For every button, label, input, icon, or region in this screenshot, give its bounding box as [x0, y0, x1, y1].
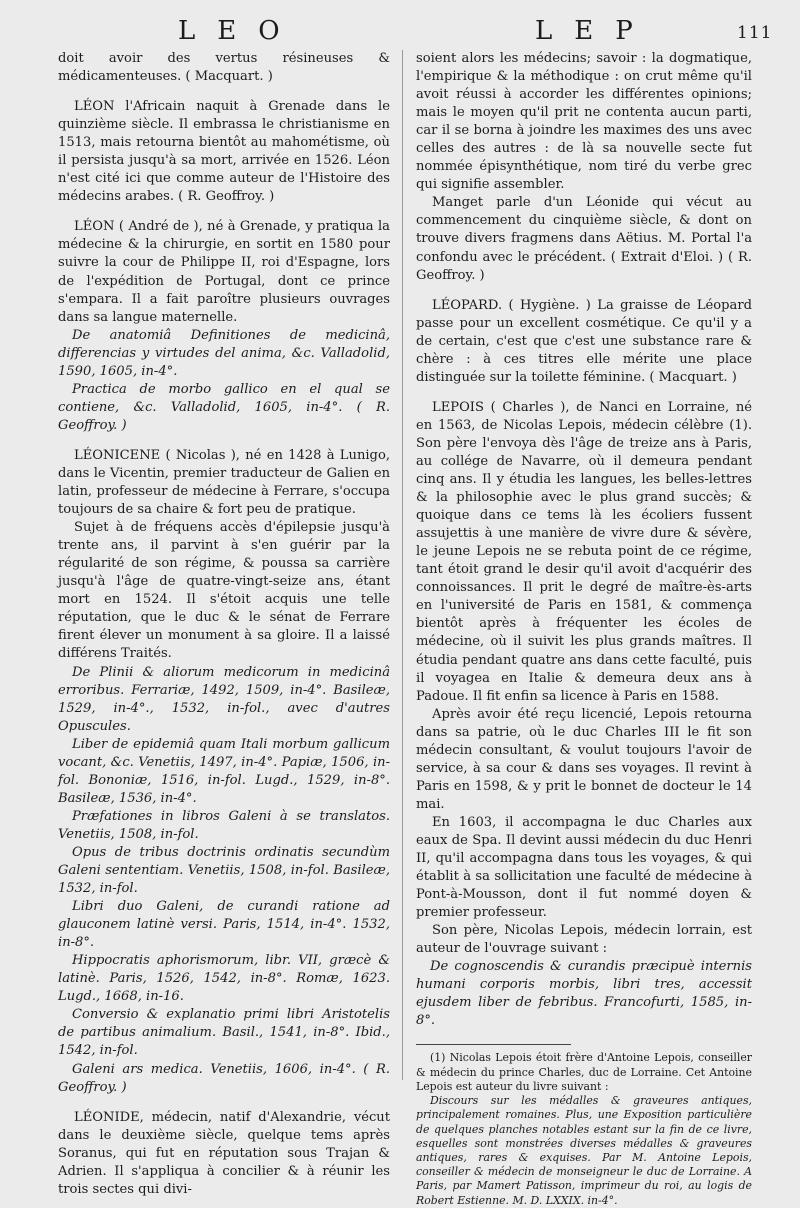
- bibliography-item: Opus de tribus doctrinis ordinatis secundùm Galeni sententiam. Venetiis, 1508, in-fol. Basileæ, 1532, in-fol.: [58, 844, 390, 897]
- right-column: [416, 50, 752, 1208]
- paragraph: Sujet à de fréquens accès d'épilepsie jusqu'à trente ans, il parvint à s'en guérir par la régularité de son régime, & poussa sa carrière jusqu'à l'âge de quatre-vingt-seize ans, étant mort en 1524. Il s'étoit acquis une telle réputation, que le duc & le sénat de Ferrare firent élever un monument à sa gloire. Il a laissé différens Traités.: [58, 520, 390, 662]
- footnote-text: Discours sur les médalles & graveures antiques, principalement romaines. Plus, une Exposition particulière de quelques planches notables estant sur la fin de ce livre, esquelles sont monstrées diverses médalles & graveures antiques, rares & exquises. Par M. Antoine Lepois, conseiller & médecin de monseigneur le duc de Lorraine. A Paris, par Mamert Patisson, imprimeur du roi, au logis de Robert Estienne. M. D. LXXIX. in-4°.: [416, 1094, 752, 1207]
- left-column: [58, 50, 390, 1199]
- column-divider: [402, 50, 403, 1080]
- entry-leopard: LÉOPARD. ( Hygiène. ) La graisse de Léopard passe pour un excellent cosmétique. Ce qu'il y a de certain, c'est que c'est une substance rare & chère : à ces titres elle mérite une place distinguée sur la toilette féminine. ( Macquart. ): [416, 297, 752, 385]
- entry-leonide: LÉONIDE, médecin, natif d'Alexandrie, vécut dans le deuxième siècle, quelque tems après Soranus, qui fut en réputation sous Trajan & Adrien. Il s'appliqua à concilier & à réunir les trois sectes qui divi-: [58, 1109, 390, 1197]
- paragraph: Manget parle d'un Léonide qui vécut au commencement du cinquième siècle, & dont on trouve divers fragmens dans Aëtius. M. Portal l'a confondu avec le précédent. ( Extrait d'Eloi. ) ( R. Geoffroy. ): [416, 195, 752, 283]
- bibliography-item: Practica de morbo gallico en el qual se contiene, &c. Valladolid, 1605, in-4°. ( R. Geoffroy. ): [58, 381, 390, 433]
- paragraph: Son père, Nicolas Lepois, médecin lorrain, est auteur de l'ouvrage suivant :: [416, 923, 752, 957]
- footnote: [416, 1051, 752, 1207]
- bibliography-item: Liber de epidemiâ quam Itali morbum gallicum vocant, &c. Venetiis, 1497, in-4°. Papiæ, 1506, in-fol. Bononiæ, 1516, in-fol. Lugd., 1529, in-8°. Basileæ, 1536, in-4°.: [58, 736, 390, 806]
- paragraph: Après avoir été reçu licencié, Lepois retourna dans sa patrie, où le duc Charles III le fit son médecin consultant, & voulut toujours l'avoir de service, à sa cour & dans ses voyages. Il revint à Paris en 1598, & y prit le bonnet de docteur le 14 mai.: [416, 706, 752, 812]
- entry-continuation: soient alors les médecins; savoir : la dogmatique, l'empirique & la méthodique : on crut même qu'il avoit réussi à accorder les différentes opinions; mais le moyen qu'il prit ne contenta aucun parti, car il se borna à joindre les maximes des uns avec celles des autres : de là sa nouvelle secte fut nommée épisynthétique, nom tiré du verbe grec qui signifie assembler.: [416, 51, 752, 193]
- bibliography-item: Conversio & explanatio primi libri Aristotelis de partibus animalium. Basil., 1541, in-8°. Ibid., 1542, in-fol.: [58, 1007, 390, 1059]
- bibliography-item: De Plinii & aliorum medicorum in medicinâ erroribus. Ferrariæ, 1492, 1509, in-4°. Basileæ, 1529, in-4°., 1532, in-fol., avec d'autres Opuscules.: [58, 664, 390, 734]
- entry-continuation: doit avoir des vertus résineuses & médicamenteuses. ( Macquart. ): [58, 51, 390, 85]
- page-number: 111: [737, 23, 773, 43]
- bibliography-item: De anatomiâ Definitiones de medicinâ, differencias y virtudes del anima, &c. Valladolid, 1590, 1605, in-4°.: [58, 327, 390, 379]
- footnote-rule: [416, 1044, 571, 1045]
- bibliography-item: Hippocratis aphorismorum, libr. VII, græcè & latinè. Paris, 1526, 1542, in-8°. Romæ, 1623. Lugd., 1668, in-16.: [58, 953, 390, 1005]
- running-head-left: LEO: [178, 16, 302, 46]
- entry-leon-andre: LÉON ( André de ), né à Grenade, y pratiqua la médecine & la chirurgie, en sortit en 1580 pour suivre la cour de Philippe II, roi d'Espagne, lors de l'expédition de Portugal, dont ce prince s'empara. Il a fait paroître plusieurs ouvrages dans sa langue maternelle.: [58, 219, 390, 325]
- footnote-text: (1) Nicolas Lepois étoit frère d'Antoine Lepois, conseiller & médecin du prince Charles, duc de Lorraine. Cet Antoine Lepois est auteur du livre suivant :: [416, 1051, 752, 1093]
- entry-leonicene: LÉONICENE ( Nicolas ), né en 1428 à Lunigo, dans le Vicentin, premier traducteur de Galien en latin, professeur de médecine à Ferrare, s'occupa toujours de sa chaire & fort peu de pratique.: [58, 447, 390, 518]
- entry-lepois: LEPOIS ( Charles ), de Nanci en Lorraine, né en 1563, de Nicolas Lepois, médecin célèbre (1). Son père l'envoya dès l'âge de treize ans à Paris, au collége de Navarre, où il demeura pendant cinq ans. Il y étudia les langues, les belles-lettres & la philosophie avec le plus grand succès; & quoique dans ce tems là les écoliers fussent assujettis à une manière de vivre dure & sévère, le jeune Lepois ne se rebuta point de ce régime, tant étoit grand le desir qu'il avoit d'acquérir des connoissances. Il prit le degré de maître-ès-arts en l'université de Paris en 1581, & commença bientôt après à fréquenter les écoles de médecine, où il suivit les plus grands maîtres. Il étudia pendant quatre ans dans cette faculté, puis il voyagea en Italie & demeura deux ans à Padoue. Il fit enfin sa licence à Paris en 1588.: [416, 399, 752, 704]
- bibliography-item: Libri duo Galeni, de curandi ratione ad glauconem latinè versi. Paris, 1514, in-4°. 1532, in-8°.: [58, 899, 390, 951]
- entry-leon-africain: LÉON l'Africain naquit à Grenade dans le quinzième siècle. Il embrassa le christianisme en 1513, mais retourna bientôt au mahométisme, où il persista jusqu'à sa mort, arrivée en 1526. Léon n'est cité ici que comme auteur de l'Histoire des médecins arabes. ( R. Geoffroy. ): [58, 99, 390, 205]
- bibliography-item: Præfationes in libros Galeni à se translatos. Venetiis, 1508, in-fol.: [58, 808, 390, 842]
- bibliography-item: De cognoscendis & curandis præcipuè internis humani corporis morbis, libri tres, accessit ejusdem liber de febribus. Francofurti, 1585, in-8°.: [416, 959, 752, 1029]
- running-head-right: LEP: [535, 16, 655, 46]
- bibliography-item: Galeni ars medica. Venetiis, 1606, in-4°. ( R. Geoffroy. ): [58, 1061, 390, 1095]
- paragraph: En 1603, il accompagna le duc Charles aux eaux de Spa. Il devint aussi médecin du duc Henri II, qu'il accompagna dans tous les voyages, & qui établit à sa sollicitation une faculté de médecine à Pont-à-Mousson, dont il fut nommé doyen & premier professeur.: [416, 814, 752, 921]
